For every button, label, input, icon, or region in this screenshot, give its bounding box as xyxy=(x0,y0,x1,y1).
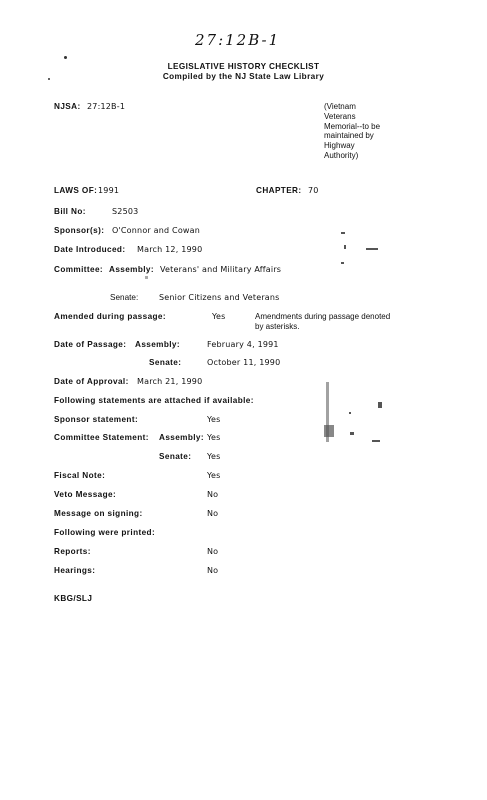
note-line: Highway xyxy=(324,141,355,151)
reports-label: Reports: xyxy=(54,547,91,556)
sponsor-statement-value: Yes xyxy=(207,415,221,424)
scan-smudge xyxy=(366,248,378,250)
committee-senate-label: Senate: xyxy=(110,293,139,302)
scan-smudge xyxy=(378,402,382,408)
chapter-label: CHAPTER: xyxy=(256,186,302,195)
njsa-value: 27:12B-1 xyxy=(87,102,126,111)
following-attached-heading: Following statements are attached if available: xyxy=(54,396,254,405)
chapter-value: 70 xyxy=(308,186,319,195)
fiscal-note-value: Yes xyxy=(207,471,221,480)
message-on-signing-label: Message on signing: xyxy=(54,509,143,518)
bill-no-value: S2503 xyxy=(112,207,139,216)
committee-assembly-label: Assembly: xyxy=(109,265,155,274)
statement-senate-value: Yes xyxy=(207,452,221,461)
note-line: maintained by xyxy=(324,131,374,141)
scan-smudge xyxy=(344,245,346,249)
scan-smudge xyxy=(372,440,380,442)
laws-of-label: LAWS OF: xyxy=(54,186,98,195)
note-line: Memorial--to be xyxy=(324,121,381,131)
date-of-approval-value: March 21, 1990 xyxy=(137,377,203,386)
amended-note: Amendments during passage denoted by asterisks. xyxy=(255,312,391,331)
note-line: Veterans xyxy=(324,111,356,121)
committee-assembly-value: Veterans' and Military Affairs xyxy=(160,265,282,274)
passage-senate-value: October 11, 1990 xyxy=(207,358,281,367)
veto-message-label: Veto Message: xyxy=(54,490,117,499)
committee-senate-value: Senior Citizens and Veterans xyxy=(159,293,280,302)
scan-smudge xyxy=(145,276,148,279)
amended-value: Yes xyxy=(212,312,226,321)
amended-label: Amended during passage: xyxy=(54,312,167,321)
veto-message-value: No xyxy=(207,490,219,499)
committee-label: Committee: xyxy=(54,265,104,274)
document-title: LEGISLATIVE HISTORY CHECKLIST xyxy=(167,62,320,71)
date-of-passage-label: Date of Passage: xyxy=(54,340,127,349)
sponsor-statement-label: Sponsor statement: xyxy=(54,415,139,424)
sponsors-value: O'Connor and Cowan xyxy=(112,226,201,235)
statement-assembly-value: Yes xyxy=(207,433,221,442)
scan-speck xyxy=(48,78,50,80)
document-subtitle: Compiled by the NJ State Law Library xyxy=(162,72,325,81)
bill-no-label: Bill No: xyxy=(54,207,86,216)
date-introduced-label: Date Introduced: xyxy=(54,245,126,254)
passage-assembly-value: February 4, 1991 xyxy=(207,340,279,349)
hearings-value: No xyxy=(207,566,219,575)
sponsors-label: Sponsor(s): xyxy=(54,226,105,235)
committee-statement-label: Committee Statement: xyxy=(54,433,149,442)
reports-value: No xyxy=(207,547,219,556)
statement-senate-label: Senate: xyxy=(159,452,192,461)
date-of-approval-label: Date of Approval: xyxy=(54,377,129,386)
scan-smudge xyxy=(350,432,354,435)
handwritten-reference: 27:12B-1 xyxy=(195,31,281,49)
subject-note xyxy=(324,102,414,161)
scan-speck xyxy=(64,56,67,59)
scan-smudge xyxy=(349,412,351,414)
njsa-label: NJSA: xyxy=(54,102,81,111)
note-line: Authority) xyxy=(324,150,359,160)
initials: KBG/SLJ xyxy=(54,594,93,603)
note-line: (Vietnam xyxy=(324,102,356,111)
laws-of-value: 1991 xyxy=(98,186,120,195)
passage-assembly-label: Assembly: xyxy=(135,340,181,349)
date-introduced-value: March 12, 1990 xyxy=(137,245,203,254)
scan-smudge xyxy=(341,232,345,234)
message-on-signing-value: No xyxy=(207,509,219,518)
hearings-label: Hearings: xyxy=(54,566,96,575)
statement-assembly-label: Assembly: xyxy=(159,433,205,442)
scan-smudge xyxy=(324,425,334,437)
fiscal-note-label: Fiscal Note: xyxy=(54,471,106,480)
passage-senate-label: Senate: xyxy=(149,358,182,367)
scan-smudge xyxy=(341,262,344,264)
following-printed-heading: Following were printed: xyxy=(54,528,156,537)
